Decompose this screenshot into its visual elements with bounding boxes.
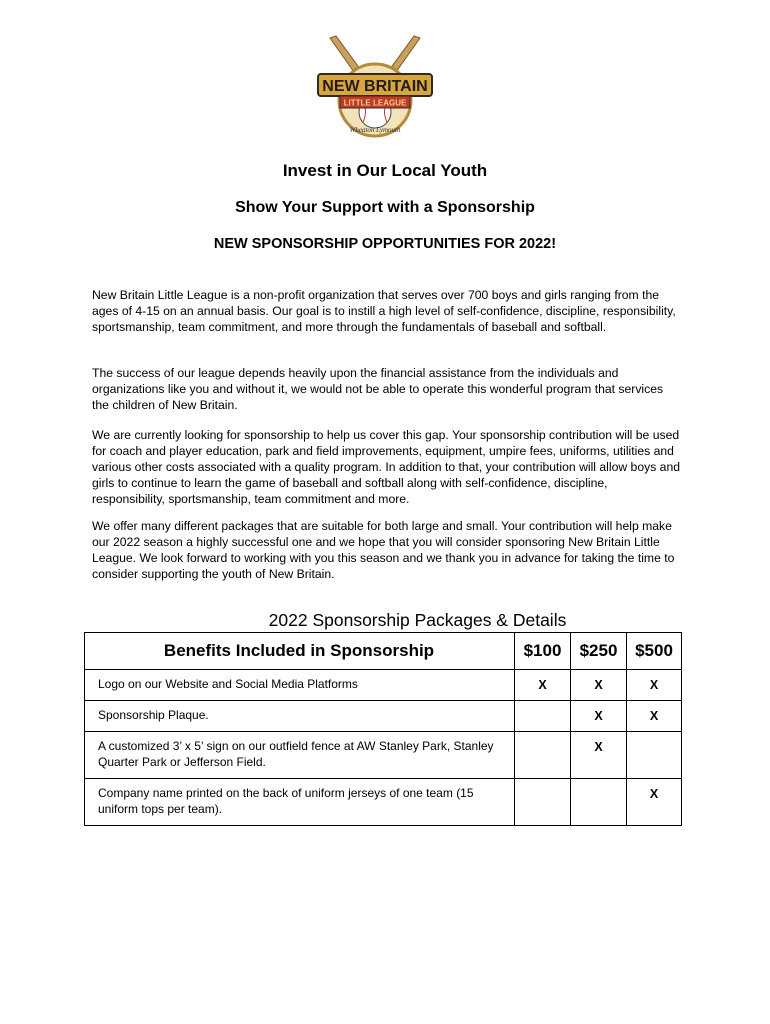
logo-script: Wheaton Lymouth [349,126,401,134]
paragraph-intro: New Britain Little League is a non-profit organization that serves over 700 boys and girls ranging from the ages of 4-15 on an annual basis. Our goal is to instill a high level of self-confidence, discipline, responsibility, sportsmanship, team commitment, and more through the fundamentals of baseball and softball. [92,288,676,334]
benefit-cell: Logo on our Website and Social Media Platforms [85,670,515,701]
sponsorship-packages-table [84,632,682,826]
table-header-row [85,633,682,670]
benefit-column-header: Benefits Included in Sponsorship [85,633,515,670]
mark-cell: X [571,732,627,779]
tier-500-header: $500 [627,633,682,670]
mark-cell [571,779,627,826]
mark-cell: X [627,779,682,826]
new-britain-little-league-logo [300,32,450,142]
paragraph-need: We are currently looking for sponsorship to help us cover this gap. Your sponsorship contribution will be used for coach and player education, park and field improvements, equipment, umpire fees, uniforms, utilities and various other costs associated with a quality program. In addition to that, your contribution will allow boys and girls to continue to learn the game of baseball and softball along with self-confidence, discipline, responsibility, sportsmanship, team commitment and more. [92,428,681,506]
page-subtitle: Show Your Support with a Sponsorship [235,199,535,216]
tier-250-header: $250 [571,633,627,670]
packages-table-title: 2022 Sponsorship Packages & Details [268,610,567,630]
mark-cell: X [515,670,571,701]
table-row [85,732,682,779]
mark-cell: X [627,670,682,701]
mark-cell: X [627,701,682,732]
paragraph-packages: We offer many different packages that are suitable for both large and small. Your contribution will help make our 2022 season a highly successful one and we hope that you will consider sponsoring New Britain Little League. We look forward to working with you this season and we thank you in advance for taking the time to consider supporting the youth of New Britain. [92,519,675,581]
benefit-cell: Sponsorship Plaque. [85,701,515,732]
table-row [85,670,682,701]
benefit-cell: Company name printed on the back of uniform jerseys of one team (15 uniform tops per team). [85,779,515,826]
table-row [85,701,682,732]
mark-cell [515,732,571,779]
benefit-cell: A customized 3’ x 5’ sign on our outfield fence at AW Stanley Park, Stanley Quarter Park or Jefferson Field. [85,732,515,779]
page-title: Invest in Our Local Youth [282,161,488,180]
tier-100-header: $100 [515,633,571,670]
paragraph-success: The success of our league depends heavily upon the financial assistance from the individuals and organizations like you and without it, we would not be able to operate this wonderful program that services the children of New Britain. [92,366,664,412]
mark-cell: X [571,670,627,701]
mark-cell [627,732,682,779]
announcement-heading: NEW SPONSORSHIP OPPORTUNITIES FOR 2022! [213,236,557,252]
mark-cell: X [571,701,627,732]
logo-line1: NEW BRITAIN [322,78,428,95]
table-row [85,779,682,826]
mark-cell [515,779,571,826]
mark-cell [515,701,571,732]
logo-line2: LITTLE LEAGUE [343,98,407,108]
